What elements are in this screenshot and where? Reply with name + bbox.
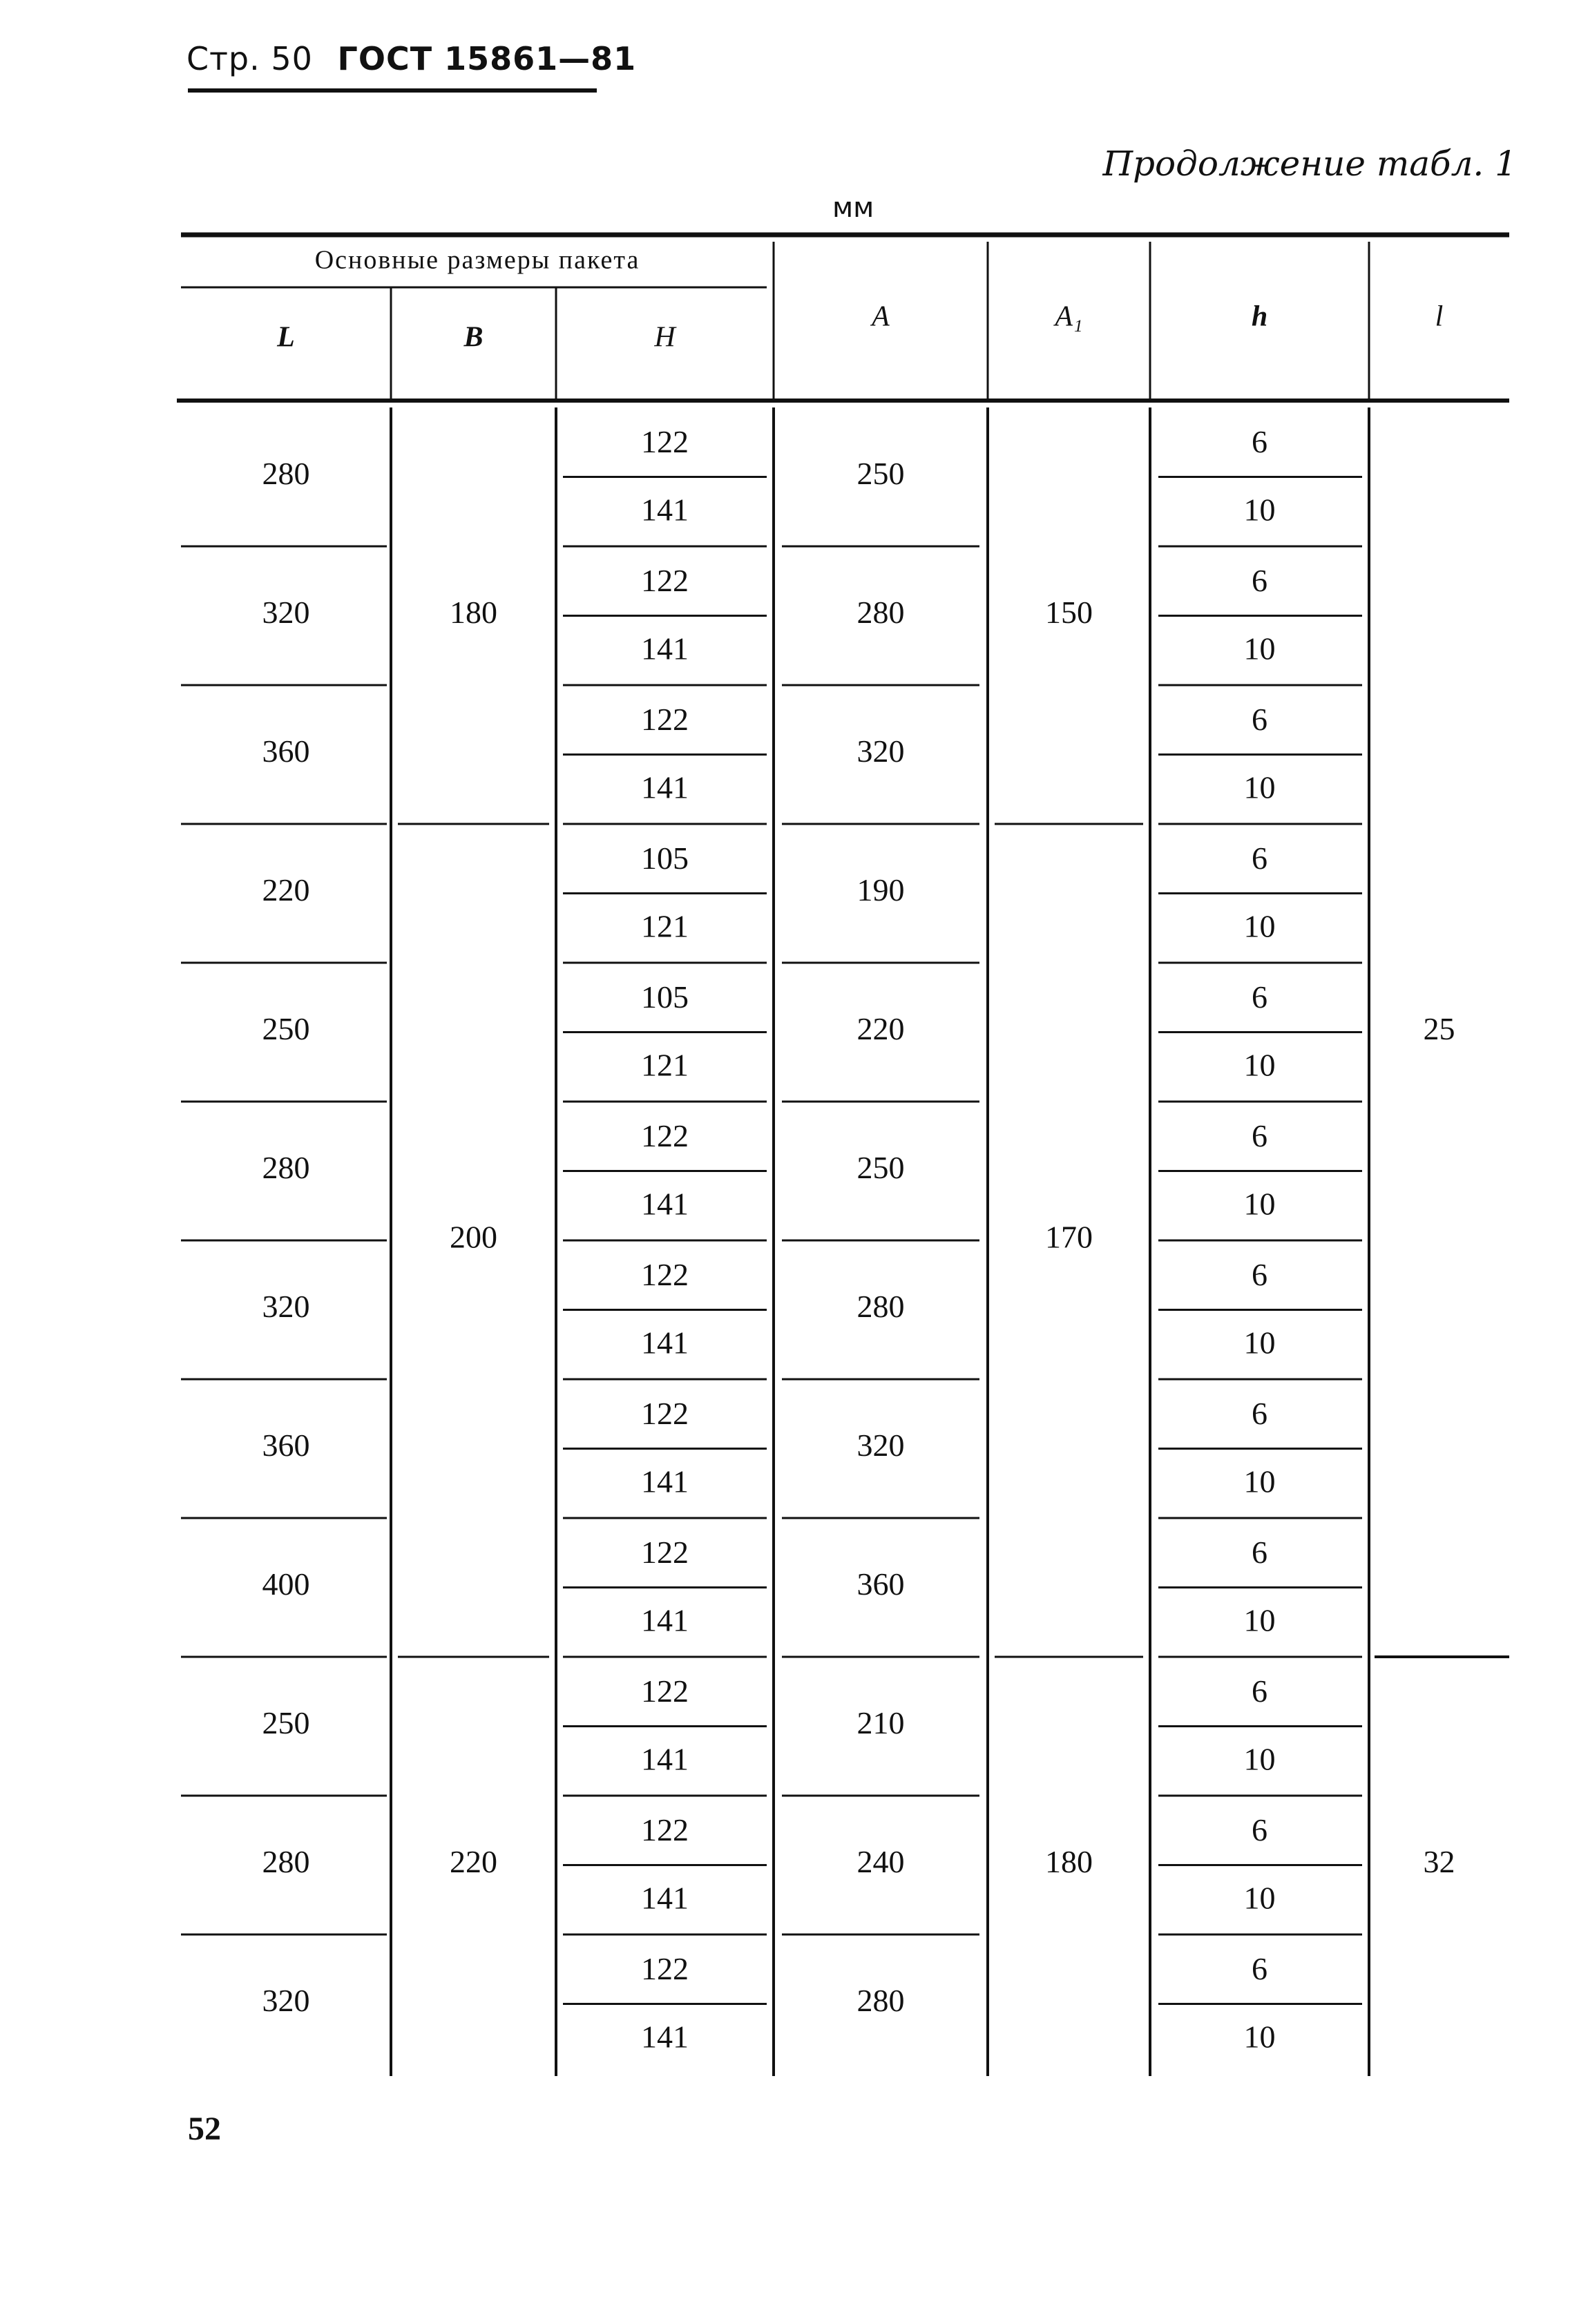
cell-h: 6 (1252, 1534, 1267, 1570)
cell-A: 280 (857, 1983, 905, 2019)
unit-label: мм (832, 192, 874, 224)
group-header-label: Основные размеры пакета (314, 245, 640, 275)
column-header-A1: A₁ (1055, 300, 1083, 333)
cell-A: 250 (857, 456, 905, 492)
cell-H: 141 (641, 631, 689, 666)
cell-H: 122 (641, 701, 689, 737)
cell-H: 141 (641, 1325, 689, 1361)
cell-h: 6 (1252, 701, 1267, 737)
cell-B: 200 (450, 1219, 497, 1255)
cell-h: 6 (1252, 840, 1267, 876)
cell-l: 25 (1423, 1011, 1455, 1047)
standard-number: ГОСТ 15861—81 (337, 40, 637, 77)
cell-A: 320 (857, 733, 905, 769)
cell-H: 141 (641, 2019, 689, 2055)
column-header-h: h (1251, 300, 1268, 333)
cell-L: 220 (262, 872, 310, 908)
cell-H: 141 (641, 769, 689, 805)
column-header-L: L (277, 321, 295, 354)
cell-H: 122 (641, 1395, 689, 1431)
cell-L: 280 (262, 1150, 310, 1186)
cell-L: 280 (262, 1844, 310, 1880)
cell-A: 240 (857, 1844, 905, 1880)
cell-h: 10 (1243, 908, 1276, 944)
cell-L: 400 (262, 1566, 310, 1602)
cell-H: 141 (641, 1186, 689, 1222)
cell-h: 6 (1252, 1950, 1267, 1986)
cell-h: 10 (1243, 769, 1276, 805)
cell-h: 10 (1243, 1047, 1276, 1083)
cell-H: 121 (641, 908, 689, 944)
page-label: Стр. 50 (186, 40, 313, 77)
cell-H: 122 (641, 423, 689, 459)
cell-H: 105 (641, 979, 689, 1015)
column-header-H: H (654, 321, 676, 354)
cell-H: 122 (641, 1812, 689, 1847)
cell-H: 141 (641, 1463, 689, 1499)
cell-h: 10 (1243, 1880, 1276, 1916)
cell-l: 32 (1423, 1844, 1455, 1880)
cell-h: 6 (1252, 562, 1267, 598)
cell-h: 6 (1252, 1673, 1267, 1709)
continuation-label: Продолжение табл. 1 (1102, 144, 1517, 184)
cell-H: 105 (641, 840, 689, 876)
cell-H: 141 (641, 1741, 689, 1777)
cell-H: 122 (641, 1256, 689, 1292)
column-header-A: A (872, 300, 890, 333)
cell-h: 10 (1243, 1186, 1276, 1222)
cell-h: 10 (1243, 1602, 1276, 1638)
cell-h: 6 (1252, 1117, 1267, 1153)
cell-A1: 180 (1045, 1844, 1093, 1880)
cell-B: 220 (450, 1844, 497, 1880)
cell-H: 141 (641, 1602, 689, 1638)
cell-h: 6 (1252, 1395, 1267, 1431)
cell-A: 320 (857, 1428, 905, 1463)
cell-L: 250 (262, 1705, 310, 1741)
cell-A1: 150 (1045, 595, 1093, 631)
cell-h: 10 (1243, 1325, 1276, 1361)
cell-L: 360 (262, 1428, 310, 1463)
cell-L: 320 (262, 1289, 310, 1325)
cell-H: 122 (641, 1117, 689, 1153)
cell-A1: 170 (1045, 1219, 1093, 1255)
cell-L: 280 (262, 456, 310, 492)
cell-B: 180 (450, 595, 497, 631)
page-number: 52 (188, 2111, 221, 2147)
cell-h: 10 (1243, 1741, 1276, 1777)
cell-h: 10 (1243, 1463, 1276, 1499)
cell-L: 250 (262, 1011, 310, 1047)
cell-A: 220 (857, 1011, 905, 1047)
cell-A: 280 (857, 1289, 905, 1325)
cell-h: 10 (1243, 492, 1276, 528)
cell-h: 6 (1252, 1812, 1267, 1847)
cell-A: 250 (857, 1150, 905, 1186)
cell-L: 320 (262, 595, 310, 631)
cell-H: 121 (641, 1047, 689, 1083)
cell-h: 6 (1252, 979, 1267, 1015)
cell-h: 10 (1243, 631, 1276, 666)
cell-H: 122 (641, 1950, 689, 1986)
column-header-l: l (1435, 300, 1444, 333)
cell-h: 6 (1252, 1256, 1267, 1292)
cell-L: 360 (262, 733, 310, 769)
cell-H: 122 (641, 1673, 689, 1709)
cell-H: 122 (641, 1534, 689, 1570)
cell-A: 190 (857, 872, 905, 908)
cell-L: 320 (262, 1983, 310, 2019)
cell-A: 360 (857, 1566, 905, 1602)
column-header-B: B (463, 321, 484, 354)
cell-H: 122 (641, 562, 689, 598)
cell-A: 280 (857, 595, 905, 631)
cell-h: 6 (1252, 423, 1267, 459)
cell-h: 10 (1243, 2019, 1276, 2055)
cell-H: 141 (641, 1880, 689, 1916)
cell-H: 141 (641, 492, 689, 528)
cell-A: 210 (857, 1705, 905, 1741)
